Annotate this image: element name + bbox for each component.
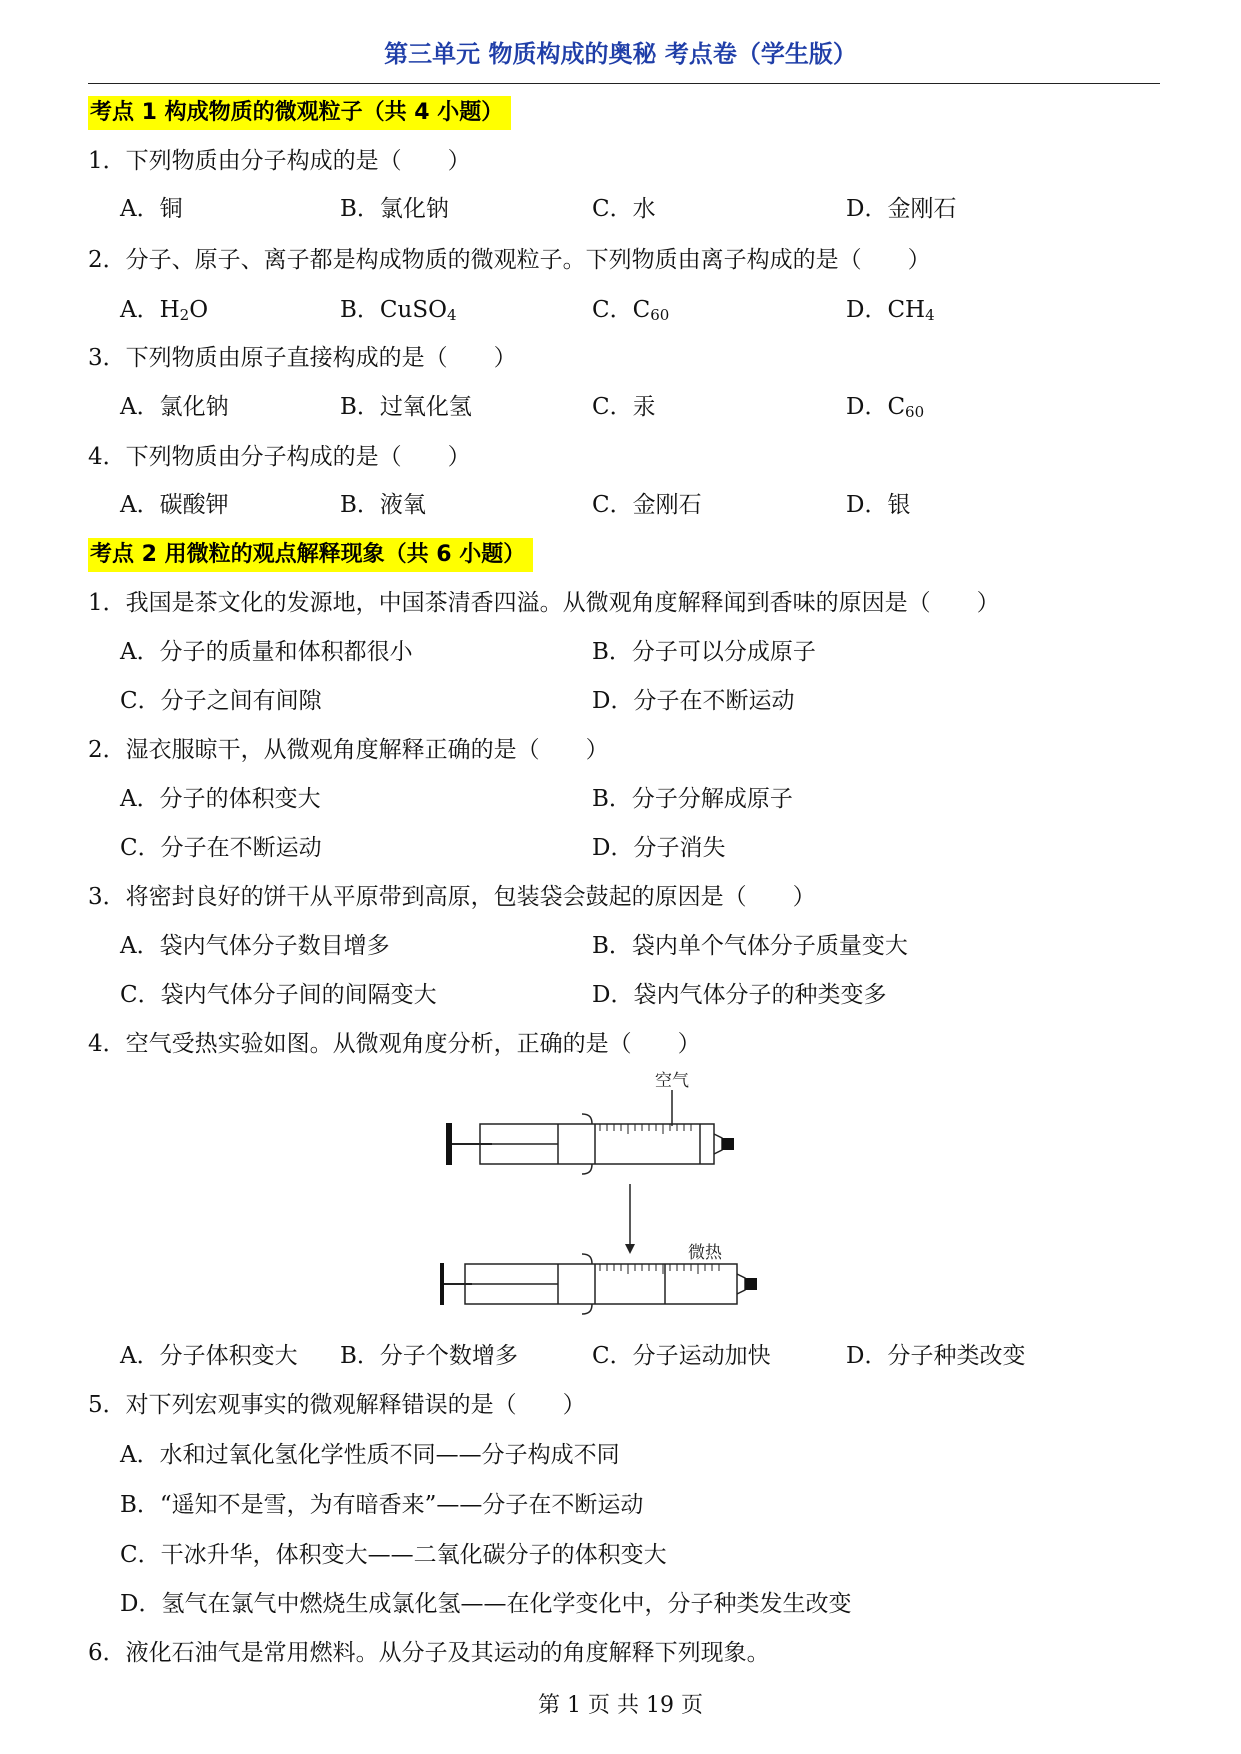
option-1-3-c: C．汞 bbox=[592, 394, 656, 420]
option-1-1-c: C．水 bbox=[592, 196, 656, 222]
option-1-4-c: C．金刚石 bbox=[592, 492, 702, 518]
section-title-2: 考点 2 用微粒的观点解释现象（共 6 小题） bbox=[88, 538, 533, 572]
option-1-3-a: A．氯化钠 bbox=[120, 394, 229, 420]
header-divider bbox=[88, 83, 1160, 84]
question-1-4: 4．下列物质由分子构成的是（ ） bbox=[88, 444, 471, 470]
figure-label-air: 空气 bbox=[655, 1071, 689, 1091]
option-2-4-b: B．分子个数增多 bbox=[340, 1343, 518, 1369]
syringe-after-heating bbox=[440, 1254, 757, 1314]
question-2-5: 5．对下列宏观事实的微观解释错误的是（ ） bbox=[88, 1392, 586, 1418]
figure-label-heat: 微热 bbox=[688, 1243, 722, 1263]
option-2-5-b: B．“遥知不是雪，为有暗香来”——分子在不断运动 bbox=[120, 1492, 644, 1518]
option-2-5-a: A．水和过氧化氢化学性质不同——分子构成不同 bbox=[120, 1442, 620, 1468]
option-2-4-d: D．分子种类改变 bbox=[846, 1343, 1026, 1369]
option-2-4-a: A．分子体积变大 bbox=[120, 1343, 298, 1369]
syringe-before-heating bbox=[446, 1090, 734, 1174]
question-2-4: 4．空气受热实验如图。从微观角度分析，正确的是（ ） bbox=[88, 1031, 701, 1057]
option-2-2-b: B．分子分解成原子 bbox=[592, 786, 793, 812]
option-2-3-b: B．袋内单个气体分子质量变大 bbox=[592, 933, 908, 959]
option-2-3-a: A．袋内气体分子数目增多 bbox=[120, 933, 390, 959]
option-2-2-a: A．分子的体积变大 bbox=[120, 786, 321, 812]
question-2-1: 1．我国是茶文化的发源地，中国茶清香四溢。从微观角度解释闻到香味的原因是（ ） bbox=[88, 590, 1000, 616]
option-2-1-a: A．分子的质量和体积都很小 bbox=[120, 639, 413, 665]
option-2-5-d: D．氢气在氯气中燃烧生成氯化氢——在化学变化中，分子种类发生改变 bbox=[120, 1591, 852, 1617]
option-1-1-b: B．氯化钠 bbox=[340, 196, 449, 222]
option-1-4-d: D．银 bbox=[846, 492, 911, 518]
option-1-2-c: C．$C_{60}$ bbox=[592, 297, 670, 324]
option-2-1-c: C．分子之间有间隙 bbox=[120, 688, 322, 714]
option-1-4-b: B．液氧 bbox=[340, 492, 426, 518]
option-2-4-c: C．分子运动加快 bbox=[592, 1343, 771, 1369]
option-1-3-b: B．过氧化氢 bbox=[340, 394, 472, 420]
option-2-3-c: C．袋内气体分子间的间隔变大 bbox=[120, 982, 437, 1008]
page-footer-number: 第 1 页 共 19 页 bbox=[538, 1693, 703, 1718]
question-2-6: 6．液化石油气是常用燃料。从分子及其运动的角度解释下列现象。 bbox=[88, 1640, 770, 1666]
question-1-3: 3．下列物质由原子直接构成的是（ ） bbox=[88, 345, 517, 371]
option-2-5-c: C．干冰升华，体积变大——二氧化碳分子的体积变大 bbox=[120, 1542, 667, 1568]
option-2-1-b: B．分子可以分成原子 bbox=[592, 639, 816, 665]
option-2-1-d: D．分子在不断运动 bbox=[592, 688, 795, 714]
option-2-2-c: C．分子在不断运动 bbox=[120, 835, 322, 861]
page-header-title: 第三单元 物质构成的奥秘 考点卷（学生版） bbox=[384, 40, 857, 68]
option-2-3-d: D．袋内气体分子的种类变多 bbox=[592, 982, 887, 1008]
option-1-2-a: A．$H_2O$ bbox=[120, 297, 209, 324]
question-2-3: 3．将密封良好的饼干从平原带到高原，包装袋会鼓起的原因是（ ） bbox=[88, 884, 816, 910]
section-title-1: 考点 1 构成物质的微观粒子（共 4 小题） bbox=[88, 96, 511, 130]
option-1-1-a: A．铜 bbox=[120, 196, 183, 222]
question-1-1: 1．下列物质由分子构成的是（ ） bbox=[88, 148, 471, 174]
option-2-2-d: D．分子消失 bbox=[592, 835, 726, 861]
option-1-4-a: A．碳酸钾 bbox=[120, 492, 229, 518]
question-1-2: 2．分子、原子、离子都是构成物质的微观粒子。下列物质由离子构成的是（ ） bbox=[88, 247, 931, 273]
option-1-2-d: D．$CH_4$ bbox=[846, 297, 935, 324]
question-2-2: 2．湿衣服晾干，从微观角度解释正确的是（ ） bbox=[88, 737, 609, 763]
option-1-3-d: D．$C_{60}$ bbox=[846, 394, 925, 421]
option-1-2-b: B．CuSO$_4$ bbox=[340, 297, 457, 324]
arrow-down-icon bbox=[625, 1184, 635, 1254]
option-1-1-d: D．金刚石 bbox=[846, 196, 957, 222]
syringe-experiment-figure bbox=[440, 1068, 820, 1318]
